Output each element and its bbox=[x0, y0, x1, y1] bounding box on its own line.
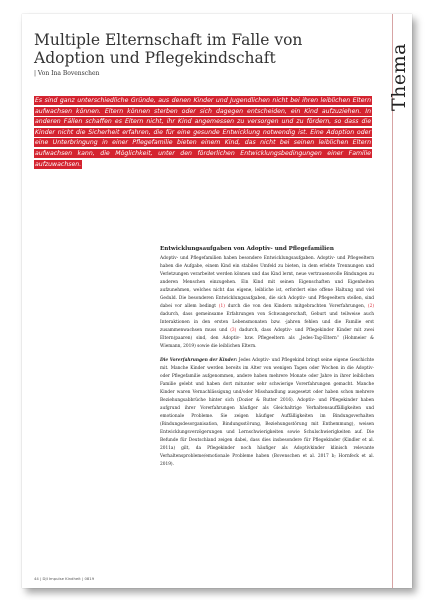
body-text: dadurch, dass Adoptiv- und Pflegekinder Kinder mit zwei Eltern(paaren) sind, den Adoptiv- bzw. Pflegeeltern als „Jedes-Tag-Eltern“ (Hohmeier & Wiemann, 2019) sowie die leiblichen Eltern. bbox=[160, 328, 375, 349]
section-heading: Entwicklungsaufgaben von Adoptiv- und Pflegefamilien bbox=[160, 246, 334, 252]
article-title: Multiple Elternschaft im Falle von Adoption und Pflegekindschaft bbox=[34, 31, 303, 67]
section-tab-label: Thema bbox=[388, 43, 410, 111]
body-paragraph-1 bbox=[160, 255, 374, 351]
article-author: | Von Ina Bovenschen bbox=[34, 70, 100, 77]
body-column bbox=[160, 246, 374, 475]
section-tab bbox=[386, 32, 412, 122]
page-footer: 44 | DJI Impulse Kindheit | 0819 bbox=[34, 576, 95, 581]
lead-paragraph bbox=[34, 96, 372, 170]
enumeration-marker: (1) bbox=[218, 304, 225, 309]
body-text: durch die von den Kindern mitgebrachten Vorerfahrungen, bbox=[224, 304, 368, 309]
document-page bbox=[22, 14, 412, 588]
enumeration-marker: (2) bbox=[367, 304, 374, 309]
paragraph-lead-in: Die Vorerfahrungen der Kinder: bbox=[160, 358, 238, 363]
lead-text: Es sind ganz unterschiedliche Gründe, aus denen Kinder und Jugendlichen nicht bei ihren leiblichen Eltern aufwachsen können. Eltern können sterben oder sich dagegen entscheiden, ein Kind aufzuziehen. In anderen Fällen schaffen es Eltern nicht, ihr Kind angemessen zu versorgen und zu fördern, so dass die Kinder nicht die Sicherheit erfahren, die für eine gesunde Entwicklung notwendig ist. Eine Adoption oder eine Unterbringung in einer Pflegefamilie bieten einem Kind, das nicht bei seinen leiblichen Eltern aufwachsen kann, die Möglichkeit, unter den förderlichen Entwicklungsbedingungen einer Familie aufzuwachsen. bbox=[35, 97, 371, 168]
enumeration-marker: (3) bbox=[230, 328, 237, 333]
body-text: Adoptiv- und Pflegefamilien haben besondere Entwicklungsaufgaben. Adoptiv- und Pflegeeltern haben die Aufgabe, einem Kind ein stabiles Umfeld zu bieten, in dem erlebte Trennungen und Verletzungen verarbeitet werden können und das Kind lernt, neue vertrauensvolle Bindungen zu anderen Menschen einzugehen. Ein Kind mit seinen Eigenschaften und Eigenheiten aufzunehmen, welches nicht das eigene, leibliche ist, erfordert eine offene Haltung und viel Geduld. Die besonderen Entwicklungsaufgaben, die sich Adoptiv- und Pflegeeltern stellen, sind dabei vor allem bedingt bbox=[160, 256, 374, 309]
body-text: dadurch, dass gemeinsame Erfahrungen von Schwangerschaft, Geburt und teilweise auch Interaktionen in den ersten Lebensmonaten bzw. -jahren fehlen und die Familie erst zusammenwachsen muss und bbox=[160, 312, 374, 333]
body-text: Jedes Adoptiv- und Pflegekind bringt seine eigene Geschichte mit. Manche Kinder werden bereits im Alter von wenigen Tagen oder Wochen in die Adoptiv- oder Pflegefamilie aufgenommen, andere haben mehrere Monate oder Jahre in ihrer leiblichen Familie gelebt und haben dort mitunter sehr schwierige Vorerfahrungen gemacht. Manche Kinder waren Vernachlässigung und/oder Misshandlung ausgesetzt oder haben schon mehrere Beziehungsabbrüche hinter sich (Dozier & Rutter 2016). Adoptiv- und Pflegekinder haben aufgrund ihrer Vorerfahrungen häufiger als Gleichaltrige Verhaltensauffälligkeiten und emotionale Probleme. Sie zeigen häufiger Auffälligkeiten im Bindungsverhalten (Bindungsdesorganisation, Bindungsstörung, Beziehungsstörung mit Enthemmung), weisen Entwicklungsverzögerungen und Lernschwierigkeiten sowie Schulschwierigkeiten auf. Die Befunde für Deutschland zeigen dabei, dass dies insbesondere für Pflegekinder (Kindler et al. 2011a) gilt, da Pflegekinder noch häufiger als Adoptivkinder klinisch relevante Verhaltensprobleme/emotionale Probleme haben (Bovenschen et al. 2017 b; Hornfeck et al. 2019). bbox=[160, 358, 374, 467]
body-paragraph-2 bbox=[160, 357, 374, 469]
